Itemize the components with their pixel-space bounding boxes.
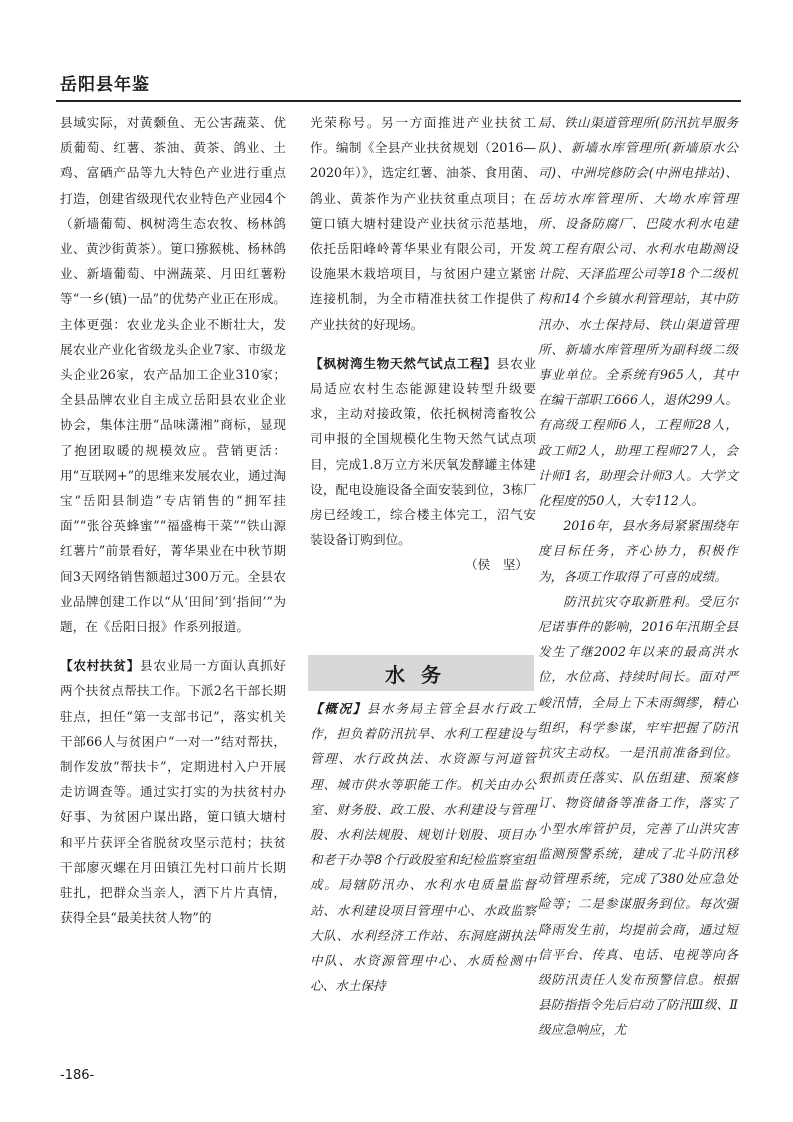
heading-biogas-project: 【枫树湾生物天然气试点工程】 bbox=[310, 355, 497, 371]
text-rural-poverty: 县农业局一方面认真抓好两个扶贫点帮扶工作。下派2名干部长期驻点，担任“第一支部书记”，落实机关干部66人与贫困户“一对一”结对帮扶，制作发放“帮扶卡”，定期进村入户开展走访调查等。通过实打实的为扶贫村办好事、为贫困户谋出路，筻口镇大塘村和平片获评全省脱贫攻坚示范村；扶贫干部廖灭螺在月田镇江先村口前片长期驻扎，把群众当亲人，洒下片片真情，获得全县“最美扶贫人物”的 bbox=[60, 658, 287, 926]
paragraph-annual-summary: 2016年，县水务局紧紧围绕年度目标任务，齐心协力，积极作为，各项工作取得了可喜的成绩。 bbox=[538, 518, 738, 584]
column-2-lower bbox=[310, 696, 536, 998]
paragraph-overview bbox=[310, 696, 536, 998]
paragraph-gap bbox=[60, 639, 286, 653]
paragraph-rural-poverty bbox=[60, 653, 286, 930]
heading-overview: 【概况】 bbox=[310, 701, 367, 716]
author-signature: （侯 坚） bbox=[465, 557, 528, 573]
column-1 bbox=[60, 110, 286, 931]
paragraph-organization: 局、铁山渠道管理所(防汛抗旱服务队)、新墙水库管理所(新墙原水公司)、中洲垸修防会(中洲电排站)、岳坊水库管理所、大坳水库管理所、设备防腐厂、巴陵水利水电建筑工程有限公司、水利水电勘测设计院、天泽监理公司等18个二级机构和14个乡镇水利管理站，其中防汛办、水土保持局、铁山渠道管理所、新墙水库管理所为副科级二级事业单位。全系统有965人，其中在编干部职工666人，退休299人。有高级工程师6人，工程师28人，政工师2人，助理工程师27人，会计师1名，助理会计师3人。大学文化程度的50人，大专112人。 bbox=[538, 115, 738, 509]
header-divider bbox=[56, 100, 741, 102]
paragraph-biogas-project bbox=[310, 351, 536, 553]
paragraph-flood-control: 防汛抗灾夺取新胜利。受厄尔尼诺事件的影响，2016年汛期全县发生了继2002年以来的最高洪水位，水位高、持续时间长。面对严峻汛情，全局上下未雨绸缪，精心组织，科学参谋，牢牢把握了防汛抗灾主动权。一是汛前准备到位。狠抓责任落实、队伍组建、预案修订、物资储备等准备工作，落实了小型水库管护员，完善了山洪灾害监测预警系统，建成了北斗防汛移动管理系统，完成了380处应急处险等；二是参谋服务到位。每次强降雨发生前，均提前会商，通过短信平台、传真、电话、电视等向各级防汛责任人发布预警信息。根据县防指指令先后启动了防汛Ⅲ级、Ⅱ级应急响应，尤 bbox=[538, 593, 738, 1038]
column-3 bbox=[538, 110, 738, 1043]
text-biogas-project: 县农业局适应农村生态能源建设转型升级要求，主动对接政策，依托枫树湾畜牧公司申报的全国规模化生物天然气试点项目，完成1.8万立方米厌氧发酵罐主体建设，配电设施设备全面安装到位，3栋厂房已经竣工，综合楼主体完工，沼气安装设备订购到位。 bbox=[310, 355, 537, 548]
text-overview: 县水务局主管全县水行政工作，担负着防汛抗旱、水利工程建设与管理、水行政执法、水资源与河道管理、城市供水等职能工作。机关由办公室、财务股、政工股、水利建设与管理股、水利法规股、规划计划股、项目办和老干办等8个行政股室和纪检监察室组成。局辖防汛办、水利水电质量监督站、水利建设项目管理中心、水政监察大队、水利经济工作站、东洞庭湖执法中队、水资源管理中心、水质检测中心、水土保持 bbox=[310, 701, 537, 994]
paragraph-industry-poverty: 光荣称号。另一方面推进产业扶贫工作。编制《全县产业扶贫规划（2016—2020年）》，选定红薯、油茶、食用菌、鸽业、黄茶作为产业扶贫重点项目；在筻口镇大塘村建设产业扶贫示范基地，依托岳阳峰岭菁华果业有限公司，开发设施果木栽培项目，与贫困户建立紧密连接机制，为全市精准扶贫工作提供了产业扶贫的好现场。 bbox=[310, 115, 536, 332]
heading-rural-poverty: 【农村扶贫】 bbox=[60, 658, 141, 674]
paragraph-gap bbox=[310, 337, 536, 351]
page-number: -186- bbox=[60, 1068, 95, 1083]
yearbook-header-title: 岳阳县年鉴 bbox=[60, 75, 150, 95]
column-2 bbox=[310, 110, 536, 578]
paragraph-agriculture-industry: 县域实际，对黄颡鱼、无公害蔬菜、优质葡萄、红薯、茶油、黄茶、鸽业、土鸡、富硒产品等九大特色产业进行重点打造，创建省级现代农业特色产业园4个（新墙葡萄、枫树湾生态农牧、杨林鸽业、黄沙街黄茶）。筻口猕猴桃、杨林鸽业、新墙葡萄、中洲蔬菜、月田红薯粉等“一乡(镇)一品”的优势产业正在形成。主体更强：农业龙头企业不断壮大，发展农业产业化省级龙头企业7家、市级龙头企业26家，农产品加工企业310家；全县品牌农业自主成立岳阳县农业企业协会，集体注册“品味潇湘”商标，显现了抱团取暖的规模效应。营销更活：用“互联网+”的思维来发展农业，通过淘宝“岳阳县制造”专店销售的“拥军挂面”“张谷英蜂蜜”“福盛梅干菜”“铁山源红薯片”前景看好，菁华果业在中秋节期间3天网络销售额超过300万元。全县农业品牌创建工作以“从‘田间’到‘指间’”为题，在《岳阳日报》作系列报道。 bbox=[60, 115, 286, 635]
section-title-water-affairs: 水务 bbox=[308, 655, 534, 691]
